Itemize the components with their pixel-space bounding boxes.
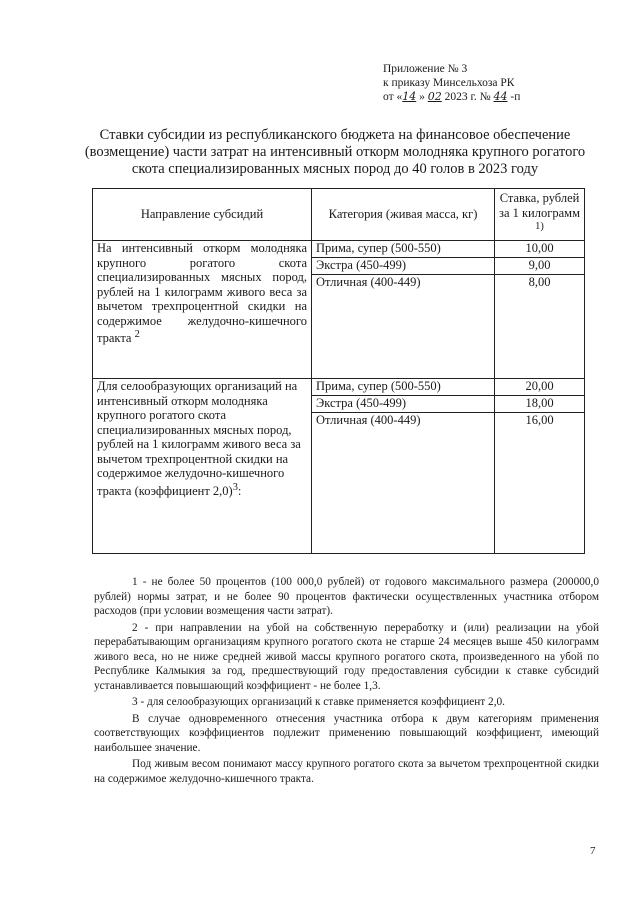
date-prefix: от « [383, 91, 403, 103]
table-row [93, 379, 585, 396]
page-number: 7 [590, 845, 596, 857]
rate-cell: 16,00 [495, 413, 585, 554]
coefficient-rule: В случае одновременного отнесения участника отбора к двум категориям применения соответствующих коэффициентов подлежит применению повышающий коэффициент, имеющий наибольшее значение. [94, 712, 599, 754]
date-month: 02 [427, 90, 442, 103]
direction-cell [93, 379, 312, 554]
document-header [383, 62, 520, 104]
order-number: 44 [493, 90, 508, 103]
category-cell: Отличная (400-449) [312, 275, 495, 379]
header-rate-footnote: 1) [535, 221, 544, 233]
rate-cell: 20,00 [495, 379, 585, 396]
header-category: Категория (живая масса, кг) [312, 189, 495, 241]
header-rate-text: Ставка, рублей за 1 килограмм [499, 191, 580, 220]
category-cell: Прима, супер (500-550) [312, 241, 495, 258]
rate-cell: 18,00 [495, 396, 585, 413]
category-cell: Экстра (450-499) [312, 396, 495, 413]
order-date-line [383, 90, 520, 104]
footnote-3: 3 - для селообразующих организаций к ставке применяется коэффициент 2,0. [132, 696, 506, 708]
appendix-label: Приложение № 3 [383, 63, 468, 75]
category-cell: Экстра (450-499) [312, 258, 495, 275]
category-cell: Прима, супер (500-550) [312, 379, 495, 396]
direction-footnote: 3 [232, 481, 238, 493]
date-day: 14 [402, 90, 417, 103]
order-suffix: -п [507, 91, 521, 103]
live-weight-definition: Под живым весом понимают массу крупного рогатого скота за вычетом трехпроцентной скидки на содержимое желудочно-кишечного тракта. [94, 758, 599, 785]
date-year: 2023 г. № [441, 91, 494, 103]
document-title: Ставки субсидии из республиканского бюджета на финансовое обеспечение (возмещение) части затрат на интенсивный откорм молодняка крупного рогатого скота специализированных мясных пород до 40 голов в 2023 году [84, 127, 586, 177]
rate-cell: 9,00 [495, 258, 585, 275]
rate-cell: 8,00 [495, 275, 585, 379]
date-separator: » [416, 91, 428, 103]
table-row [93, 241, 585, 258]
footnote-1: 1 - не более 50 процентов (100 000,0 рублей) от годового максимального размера (200000,0 рублей) нормы затрат, и не более 90 процентов фактически осуществленных участника отбором расходов (при условии возмещения части затрат). [94, 576, 599, 617]
subsidy-rates-table [92, 188, 585, 554]
footnote-2: 2 - при направлении на убой на собственную переработку и (или) реализации на убой перерабатывающим организациям крупного рогатого скота не старше 24 месяцев выше 450 килограмм живого веса, но не ниже средней живой массы крупного рогатого скота, произведенного на убой по Республике Калмыкия за год, предшествующий году предоставления субсидии к ставке субсидий устанавливается повышающий коэффициент - не более 1,3. [94, 621, 599, 692]
header-rate [495, 189, 585, 241]
direction-text: Для селообразующих организаций на интенсивный откорм молодняка крупного рогатого скота специализированных мясных пород, рублей на 1 килограмм живого веса за вычетом трехпроцентной скидки на содержимое желудочно-кишечного тракта (коэффициент 2,0) [97, 379, 301, 498]
direction-cell [93, 241, 312, 379]
footnotes [94, 575, 599, 788]
table-header-row [93, 189, 585, 241]
rate-cell: 10,00 [495, 241, 585, 258]
order-reference: к приказу Минсельхоза РК [383, 77, 515, 89]
direction-footnote: 2 [134, 329, 140, 340]
category-cell: Отличная (400-449) [312, 413, 495, 554]
direction-colon: : [237, 483, 242, 498]
direction-text: На интенсивный откорм молодняка крупного рогатого скота специализированных мясных пород, рублей на 1 килограмм живого веса за вычетом трехпроцентной скидки на содержимое желудочно-кишечного тракта [97, 241, 307, 346]
header-direction: Направление субсидий [93, 189, 312, 241]
